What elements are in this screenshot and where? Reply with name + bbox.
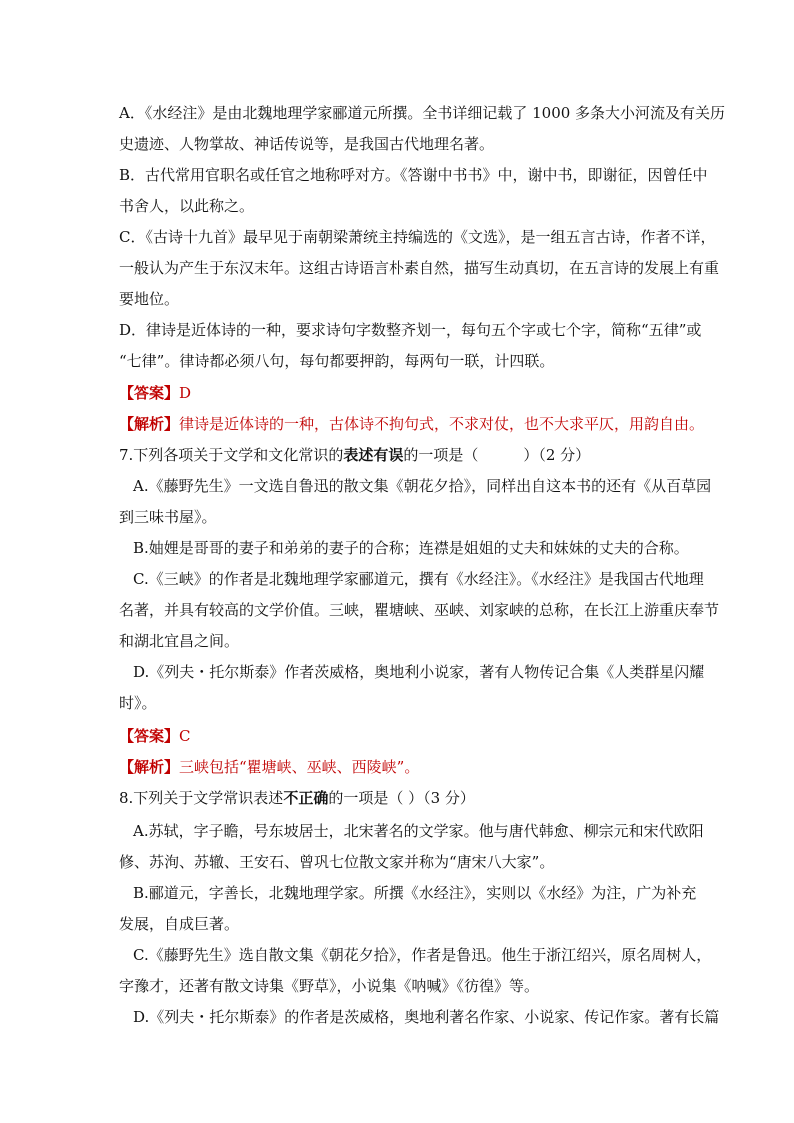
analysis-text: 律诗是近体诗的一种，古体诗不拘句式，不求对仗，也不大求平仄，用韵自由。: [179, 415, 705, 433]
q6-option-c-line1: C．《古诗十九首》最早见于南朝梁萧统主持编选的《文选》，是一组五言古诗，作者不详，: [119, 228, 716, 246]
q7-option-a-line2: 到三味书屋》。: [119, 508, 217, 526]
q6-analysis: [119, 414, 704, 434]
q6-option-c-line2: 一般认为产生于东汉末年。这组古诗语言朴素自然，描写生动真切，在五言诗的发展上有重: [119, 259, 720, 277]
answer-value: D: [179, 384, 192, 402]
q7-option-b-line1: B.妯娌是哥哥的妻子和弟弟的妻子的合称；连襟是姐姐的丈夫和妹妹的丈夫的合称。: [133, 539, 689, 557]
q8-stem-pre: 8.下列关于文学常识表述: [119, 789, 284, 807]
q6-option-b-line2: 书舍人，以此称之。: [119, 197, 255, 215]
q8-option-b-line1: B.郦道元，字善长，北魏地理学家。所撰《水经注》，实则以《水经》为注，广为补充: [133, 884, 697, 902]
q8-option-a-line2: 修、苏洵、苏辙、王安石、曾巩七位散文家并称为“唐宋八大家”。: [119, 853, 555, 871]
analysis-text: 三峡包括“瞿塘峡、巫峡、西陵峡”。: [179, 758, 420, 776]
q8-stem-emphasis: 不正确: [283, 789, 329, 807]
q6-answer: [119, 383, 191, 403]
q6-option-a-line2: 史遗迹、人物掌故、神话传说等，是我国古代地理名著。: [119, 135, 495, 153]
q8-option-c-line2: 字豫才，还著有散文诗集《野草》，小说集《呐喊》《彷徨》等。: [119, 977, 540, 995]
q7-option-c-line2: 名著，并具有较高的文学价值。三峡，瞿塘峡、巫峡、刘家峡的总称，在长江上游重庆奉节: [119, 601, 720, 619]
q7-option-d-line2: 时》。: [119, 694, 157, 712]
q6-option-b-line1: B．古代常用官职名或任官之地称呼对方。《答谢中书书》中，谢中书，即谢征，因曾任中: [119, 166, 708, 184]
q7-stem-pre: 7.下列各项关于文学和文化常识的: [119, 446, 344, 464]
analysis-tag: 【解析】: [119, 758, 180, 776]
answer-tag: 【答案】: [119, 384, 180, 402]
q8-option-b-line2: 发展，自成巨著。: [119, 915, 240, 933]
analysis-tag: 【解析】: [119, 415, 180, 433]
q8-stem: [119, 788, 475, 808]
q6-option-d-line2: “七律”。律诗都必须八句，每句都要押韵，每两句一联，计四联。: [119, 352, 555, 370]
q6-option-c-line3: 要地位。: [119, 290, 180, 308]
q6-option-d-line1: D．律诗是近体诗的一种，要求诗句字数整齐划一，每句五个字或七个字，简称“五律”或: [119, 321, 702, 339]
q8-option-a-line1: A.苏轼，字子瞻，号东坡居士，北宋著名的文学家。他与唐代韩愈、柳宗元和宋代欧阳: [133, 822, 704, 840]
q8-stem-post: 的一项是（ ）（3 分）: [328, 789, 475, 807]
q8-option-d-line1: D.《列夫・托尔斯泰》的作者是茨威格，奥地利著名作家、小说家、传记作家。著有长篇: [133, 1008, 720, 1026]
q7-option-a-line1: A.《藤野先生》一文选自鲁迅的散文集《朝花夕拾》，同样出自这本书的还有《从百草园: [133, 477, 712, 495]
q7-option-c-line1: C.《三峡》的作者是北魏地理学家郦道元，撰有《水经注》。《水经注》是我国古代地理: [133, 570, 704, 588]
answer-tag: 【答案】: [119, 727, 180, 745]
q7-stem: [119, 445, 590, 465]
q7-option-c-line3: 和湖北宜昌之间。: [119, 632, 240, 650]
q7-option-d-line1: D.《列夫・托尔斯泰》作者茨威格，奥地利小说家，著有人物传记合集《人类群星闪耀: [133, 663, 705, 681]
q6-option-a-line1: A．《水经注》是由北魏地理学家郦道元所撰。全书详细记载了 1000 多条大小河流及有关历: [119, 104, 726, 122]
q7-analysis: [119, 757, 419, 777]
answer-value: C: [179, 727, 191, 745]
q7-stem-emphasis: 表述有误: [343, 446, 404, 464]
q7-stem-post: 的一项是（ ）（2 分）: [403, 446, 591, 464]
q7-answer: [119, 726, 191, 746]
q8-option-c-line1: C.《藤野先生》选自散文集《朝花夕拾》，作者是鲁迅。他生于浙江绍兴，原名周树人，: [133, 946, 712, 964]
